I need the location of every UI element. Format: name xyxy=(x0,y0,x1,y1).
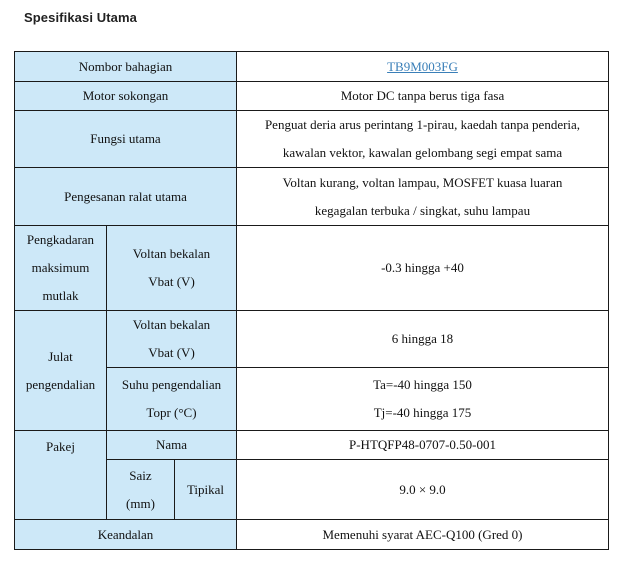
operating-voltage-param-line1: Voltan bekalan xyxy=(132,317,211,332)
operating-range-label-line2: pengendalian xyxy=(25,376,96,392)
operating-range-label-line1: Julat xyxy=(48,348,73,364)
reliability-value: Memenuhi syarat AEC-Q100 (Gred 0) xyxy=(237,520,609,550)
package-size-label xyxy=(107,460,175,520)
section-title: Spesifikasi Utama xyxy=(24,10,137,25)
error-detection-value-line2: kegagalan terbuka / singkat, suhu lampau xyxy=(314,202,531,218)
absolute-max-label-line2: maksimum xyxy=(31,260,90,275)
table-row xyxy=(15,82,609,111)
function-value-line1: Penguat deria arus perintang 1-pirau, kaedah tanpa penderia, xyxy=(264,117,581,132)
package-name-label: Nama xyxy=(107,431,237,460)
table-row xyxy=(15,520,609,550)
absolute-max-value: -0.3 hingga +40 xyxy=(237,226,609,311)
operating-temp-param-line2: Topr (°C) xyxy=(146,405,197,420)
motor-label: Motor sokongan xyxy=(15,82,237,111)
operating-range-label xyxy=(15,311,107,431)
package-size-value: 9.0 × 9.0 xyxy=(237,460,609,520)
absolute-max-label xyxy=(15,226,107,311)
operating-temp-param xyxy=(107,368,237,431)
operating-voltage-param xyxy=(107,311,237,368)
operating-temp-value-line1: Ta=-40 hingga 150 xyxy=(373,377,472,392)
function-value-line2: kawalan vektor, kawalan gelombang segi empat sama xyxy=(282,145,563,160)
table-row xyxy=(15,168,609,226)
operating-temp-value-line2: Tj=-40 hingga 175 xyxy=(373,405,472,420)
package-label: Pakej xyxy=(15,431,107,520)
part-number-value[interactable] xyxy=(237,52,609,82)
error-detection-value xyxy=(237,168,609,226)
table-row xyxy=(15,52,609,82)
package-size-label-line1: Saiz xyxy=(129,467,152,483)
operating-temp-param-line1: Suhu pengendalian xyxy=(121,377,222,392)
package-name-value: P-HTQFP48-0707-0.50-001 xyxy=(237,431,609,460)
error-detection-value-line1: Voltan kurang, voltan lampau, MOSFET kuasa luaran xyxy=(282,174,563,190)
package-size-label-line2: (mm) xyxy=(126,495,155,511)
absolute-max-label-line1: Pengkadaran xyxy=(26,232,95,247)
function-label: Fungsi utama xyxy=(15,111,237,168)
absolute-max-param-line1: Voltan bekalan xyxy=(132,246,211,261)
error-detection-label: Pengesanan ralat utama xyxy=(15,168,237,226)
table-row xyxy=(15,431,609,460)
part-number-link[interactable]: TB9M003FG xyxy=(387,58,458,74)
operating-voltage-param-line2: Vbat (V) xyxy=(148,345,195,360)
reliability-label: Keandalan xyxy=(15,520,237,550)
table-row xyxy=(15,311,609,368)
absolute-max-param xyxy=(107,226,237,311)
operating-temp-value xyxy=(237,368,609,431)
table-row xyxy=(15,111,609,168)
absolute-max-label-line3: mutlak xyxy=(42,288,79,303)
absolute-max-param-line2: Vbat (V) xyxy=(148,274,195,289)
operating-voltage-value: 6 hingga 18 xyxy=(237,311,609,368)
part-number-label: Nombor bahagian xyxy=(15,52,237,82)
package-typical-label: Tipikal xyxy=(175,460,237,520)
spec-table xyxy=(14,51,609,550)
motor-value: Motor DC tanpa berus tiga fasa xyxy=(237,82,609,111)
function-value xyxy=(237,111,609,168)
table-row xyxy=(15,226,609,311)
